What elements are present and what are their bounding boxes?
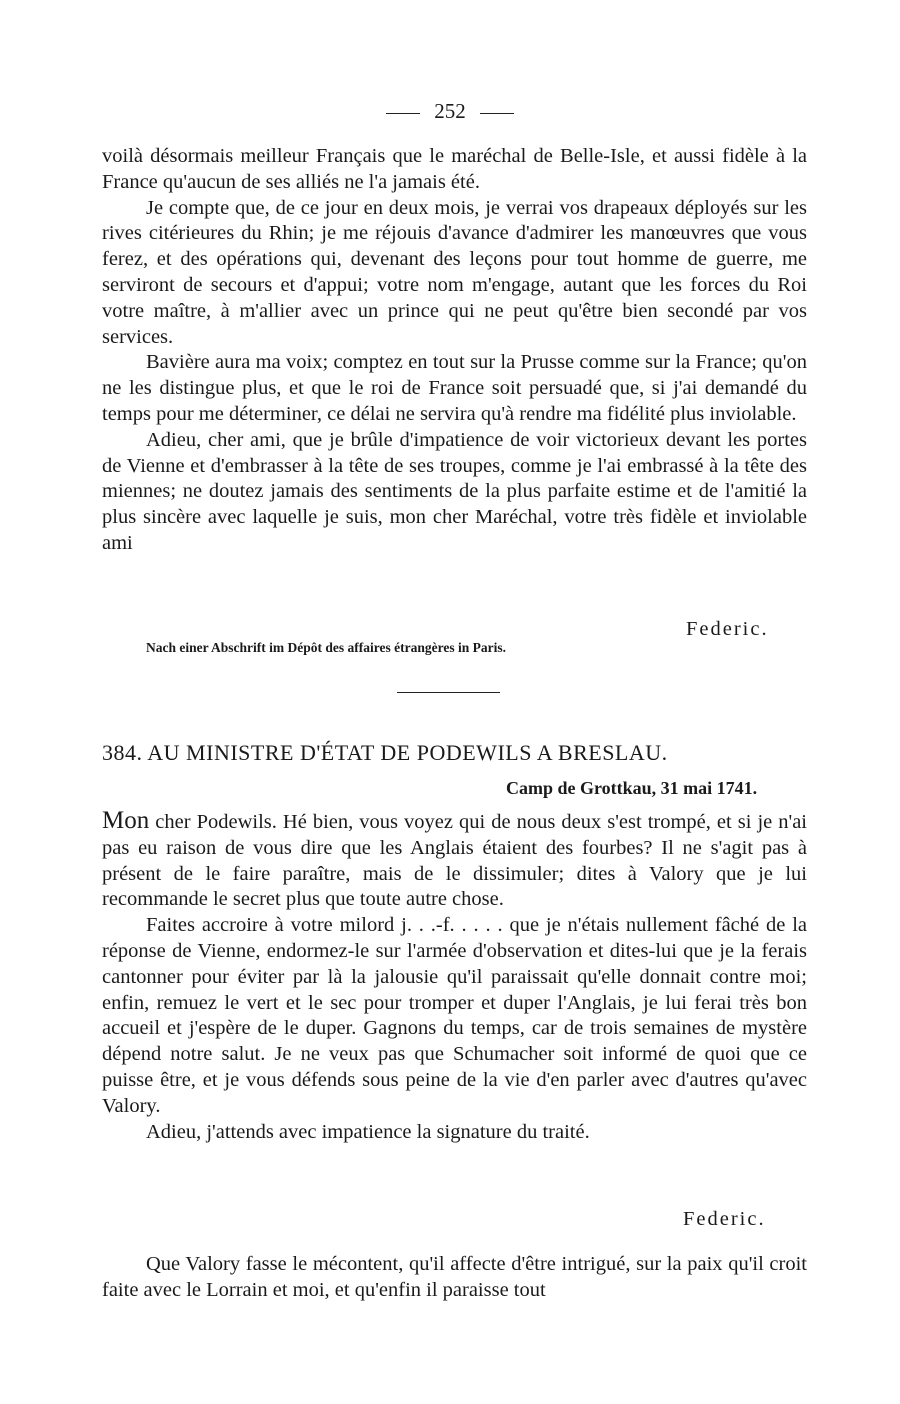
letter-heading: 384. AU MINISTRE D'ÉTAT DE PODEWILS A BRESLAU.: [102, 740, 668, 765]
page-number-dash-left: [386, 113, 420, 114]
source-note: Nach einer Abschrift im Dépôt des affaires étrangères in Paris.: [146, 640, 506, 655]
signature: Federic.: [686, 618, 769, 640]
paragraph-text: cher Podewils. Hé bien, vous voyez qui de nous deux s'est trompé, et si je n'ai pas eu raison de vous dire que les Anglais étaient des fourbes? Il ne s'agit pas à présent de le faire paraître, mais de le dissimuler; dites à Valory que je lui recommande le secret plus que toute autre chose.: [102, 811, 807, 911]
paragraph: Je compte que, de ce jour en deux mois, je verrai vos drapeaux déployés sur les rives citérieures du Rhin; je me réjouis d'avance d'admirer les manœuvres que vous ferez, et des opérations qui, devenant des leçons pour tout homme de guerre, me serviront de secours et d'appui; votre nom m'engage, autant que les forces du Roi votre maître, à m'allier avec un prince qui ne peut qu'être bien secondé par vos services.: [102, 196, 807, 348]
paragraph: voilà désormais meilleur Français que le maréchal de Belle-Isle, et aussi fidèle à la France qu'aucun de ses alliés ne l'a jamais été.: [102, 145, 807, 193]
dateline: Camp de Grottkau, 31 mai 1741.: [506, 778, 758, 798]
letter-continuation: [102, 144, 807, 557]
page-number-line: [0, 98, 900, 124]
section-divider: [397, 692, 500, 693]
paragraph: Adieu, j'attends avec impatience la signature du traité.: [146, 1120, 590, 1143]
postscript-block: [102, 1252, 807, 1304]
paragraph: Faites accroire à votre milord j. . .-f. . . . . que je n'étais nullement fâché de la réponse de Vienne, endormez-le sur l'armée d'observation et dites-lui que je la ferais cantonner pour éviter par là la jalousie qu'il paraissait qu'elle donnait contre moi; enfin, remuez le vert et le sec pour tromper et duper l'Anglais, je lui ferai très bon accueil et j'espère de le duper. Gagnons du temps, car de trois semaines de mystère dépend notre salut. Je ne veux pas que Schumacher soit informé de quoi que ce puisse être, et je vous défends sous peine de la vie d'en parler avec d'autres qu'avec Valory.: [102, 914, 807, 1117]
letter-body: [102, 808, 807, 1145]
paragraph: [102, 808, 807, 913]
page-number-dash-right: [480, 113, 514, 114]
paragraph: Bavière aura ma voix; comptez en tout sur la Prusse comme sur la France; qu'on ne les distingue plus, et que le roi de France soit persuadé que, si j'ai demandé du temps pour me déterminer, ce délai ne servira qu'à rendre ma fidélité plus inviolable.: [102, 351, 807, 425]
postscript: Que Valory fasse le mécontent, qu'il affecte d'être intrigué, sur la paix qu'il croit faite avec le Lorrain et moi, et qu'enfin il paraisse tout: [102, 1253, 807, 1301]
paragraph: Adieu, cher ami, que je brûle d'impatience de voir victorieux devant les portes de Vienne et d'embrasser à la tête de ses troupes, comme je l'ai embrassé à la tête des miennes; ne doutez jamais des sentiments de la plus parfaite estime et de l'amitié la plus sincère avec laquelle je suis, mon cher Maréchal, votre très fidèle et inviolable ami: [102, 428, 807, 554]
opening-word: Mon: [102, 807, 150, 834]
signature: Federic.: [683, 1208, 766, 1230]
page-number: 252: [434, 99, 466, 123]
